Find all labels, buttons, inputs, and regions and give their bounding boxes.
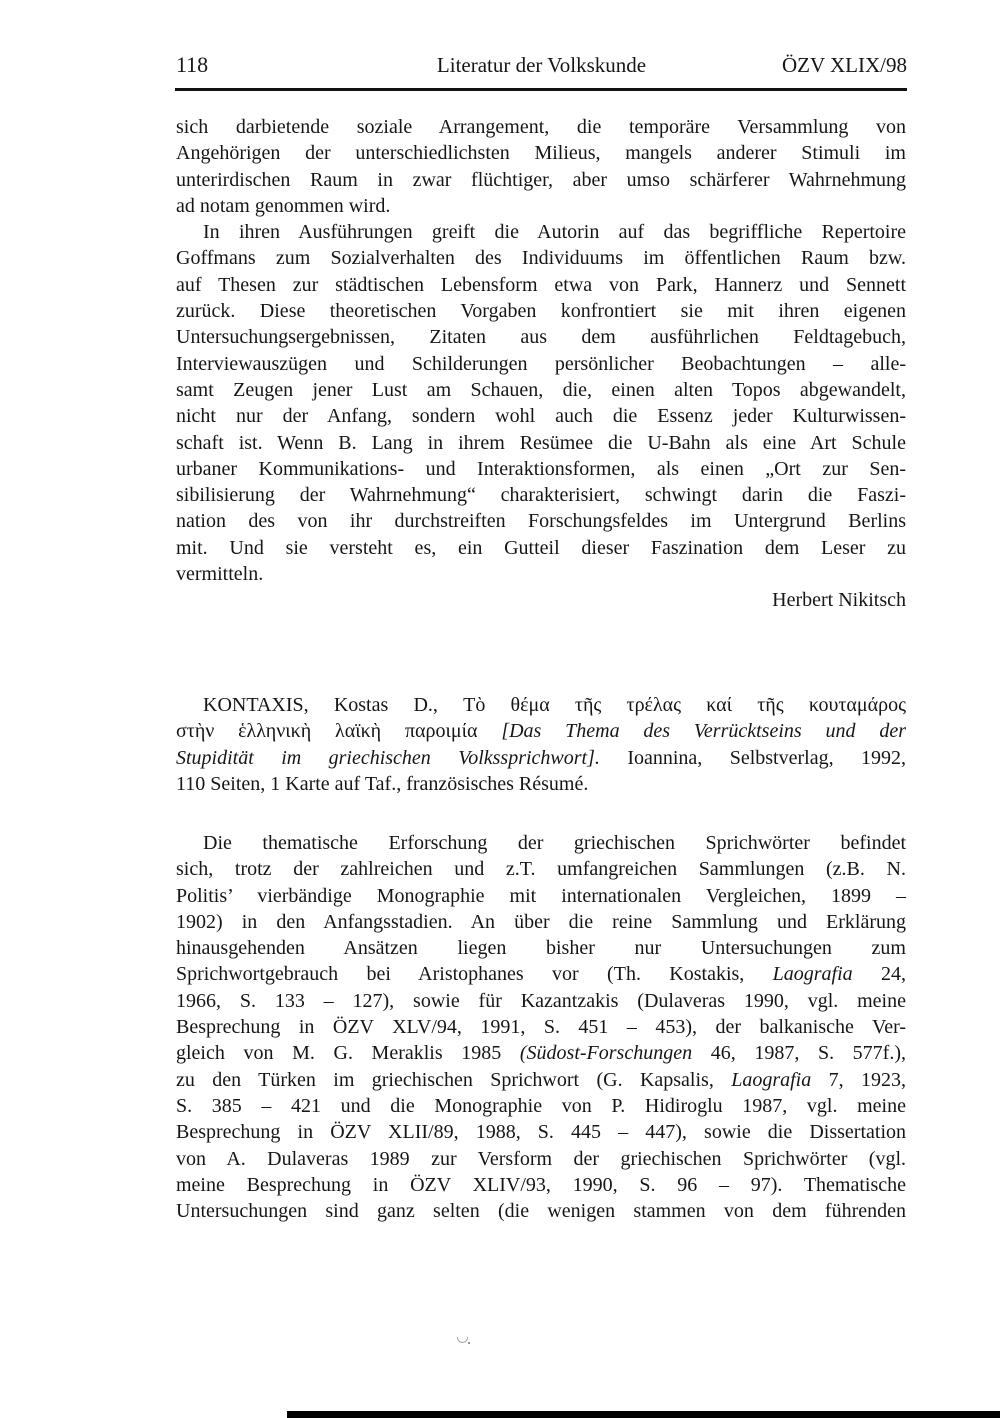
text-line: mit. Und sie versteht es, ein Gutteil dieser Faszination dem Leser zu [176, 536, 906, 559]
text-line: Untersuchungsergebnissen, Zitaten aus dem ausführlichen Feldtagebuch, [176, 326, 906, 349]
text-line: Sprichwortgebrauch bei Aristophanes vor (Th. Kostakis, Laografia 24, [176, 963, 906, 986]
text-line: 1902) in den Anfangsstadien. An über die reine Sammlung und Erklärung [176, 910, 906, 933]
text-line: Politis’ vierbändige Monographie mit internationalen Vergleichen, 1899 – [176, 884, 906, 907]
text-line: ad notam genommen wird. [176, 194, 391, 217]
text-line: Stupidität im griechischen Volkssprichwort]. Ioannina, Selbstverlag, 1992, [176, 746, 906, 769]
text-line: sich darbietende soziale Arrangement, die temporäre Versammlung von [176, 116, 906, 138]
text-line: samt Zeugen jener Lust am Schauen, die, einen alten Topos abgewandelt, [176, 378, 906, 401]
text-line: zu den Türken im griechischen Sprichwort (G. Kapsalis, Laografia 7, 1923, [176, 1068, 907, 1091]
text-line: vermitteln. [176, 563, 264, 586]
text-line: In ihren Ausführungen greift die Autorin auf das begriffliche Repertoire [203, 221, 906, 244]
text-line: schaft ist. Wenn B. Lang in ihrem Resümee die U-Bahn als eine Art Schule [176, 431, 906, 454]
text-line: Untersuchungen sind ganz selten (die wenigen stammen von dem führenden [176, 1200, 906, 1223]
paragraph [176, 830, 906, 1224]
text-line: nicht nur der Anfang, sondern wohl auch die Essenz jeder Kulturwissen- [176, 405, 906, 428]
paragraph [176, 219, 906, 587]
text-line: gleich von M. G. Meraklis 1985 (Südost-Forschungen 46, 1987, S. 577f.), [176, 1042, 906, 1065]
text-line: auf Thesen zur städtischen Lebensform etwa von Park, Hannerz und Sennett [176, 273, 906, 296]
page-number: 118 [176, 52, 209, 77]
text-line: Interviewauszügen und Schilderungen persönlicher Beobachtungen – alle- [176, 352, 906, 375]
header-rule [175, 88, 907, 91]
text-line: urbaner Kommunikations- und Interaktionsformen, als einen „Ort zur Sen- [176, 457, 906, 480]
text-line: Angehörigen der unterschiedlichsten Milieus, mangels anderer Stimuli im [176, 142, 906, 165]
text-line: unterirdischen Raum in zwar flüchtiger, aber umso schärferer Wahrnehmung [176, 168, 906, 191]
page-header [176, 52, 907, 78]
text-line: KONTAXIS, Kostas D., Τὸ θέμα τῆς τρέλας καί τῆς κουταμάρος [203, 694, 906, 716]
text-line: meine Besprechung in ÖZV XLIV/93, 1990, S. 96 – 97). Thematische [176, 1173, 906, 1196]
review-kontaxis-body [176, 830, 906, 1224]
issue-label: ÖZV XLIX/98 [781, 53, 907, 77]
text-line: Besprechung in ÖZV XLV/94, 1991, S. 451 – 453), der balkanische Ver- [176, 1016, 906, 1039]
text-line: sich, trotz der zahlreichen und z.T. umfangreichen Sammlungen (z.B. N. [176, 858, 906, 881]
text-line: nation des von ihr durchstreiften Forschungsfeldes im Untergrund Berlins [176, 510, 906, 533]
paragraph [176, 692, 906, 797]
text-line: Die thematische Erforschung der griechischen Sprichwörter befindet [203, 832, 906, 854]
text-line: zurück. Diese theoretischen Vorgaben konfrontiert sie mit ihren eigenen [176, 300, 906, 323]
scan-smudge-artifact [457, 1337, 468, 1343]
scanner-edge-artifact [287, 1411, 1000, 1418]
text-line: sibilisierung der Wahrnehmung“ charakterisiert, schwingt darin die Faszi- [176, 484, 906, 507]
reviewer-signature: Herbert Nikitsch [772, 589, 906, 612]
text-line: Besprechung in ÖZV XLII/89, 1988, S. 445 – 447), sowie die Dissertation [176, 1121, 906, 1144]
text-line: 110 Seiten, 1 Karte auf Taf., französisches Résumé. [176, 772, 589, 795]
paragraph [176, 114, 906, 219]
journal-section-title: Literatur der Volkskunde [436, 53, 647, 77]
bibliography-entry-kontaxis [176, 692, 906, 797]
text-line: Goffmans zum Sozialverhalten des Individuums im öffentlichen Raum bzw. [176, 247, 906, 270]
text-line: von A. Dulaveras 1989 zur Versform der griechischen Sprichwörter (vgl. [176, 1147, 906, 1170]
text-line: S. 385 – 421 und die Monographie von P. Hidiroglu 1987, vgl. meine [176, 1094, 906, 1117]
text-line: 1966, S. 133 – 127), sowie für Kazantzakis (Dulaveras 1990, vgl. meine [176, 989, 906, 1012]
text-line: στὴν ἑλληνικὴ λαϊκὴ παροιμία [Das Thema des Verrücktseins und der [176, 720, 906, 743]
text-line: hinausgehenden Ansätzen liegen bisher nur Untersuchungen zum [176, 937, 906, 960]
review-nikitsch-body [176, 114, 906, 614]
